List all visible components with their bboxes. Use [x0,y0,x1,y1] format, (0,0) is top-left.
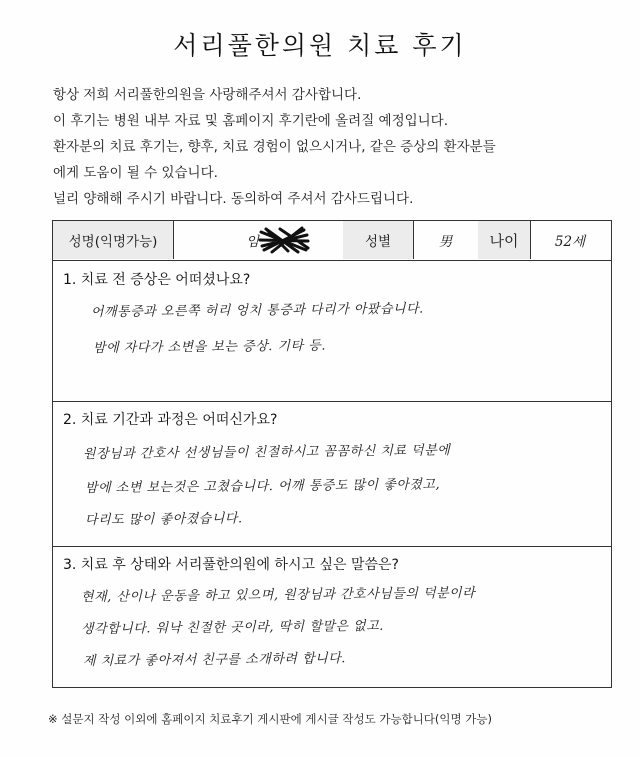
age-value: 52세 [554,234,586,250]
redaction-scribble [258,226,310,254]
question-1: 1. 치료 전 증상은 어떠셨나요? [63,272,251,288]
question-section-2 [53,401,611,546]
name-label: 성명(익명가능) [53,221,173,259]
question-section-3 [53,546,611,688]
intro-text [53,82,623,212]
name-value: 임 [245,234,259,250]
age-label: 나이 [478,221,530,259]
patient-info-row [53,221,611,261]
intro-line: 이 후기는 병원 내부 자료 및 홈페이지 후기란에 올려질 예정입니다. [53,113,449,129]
answer-line: 현재, 산이나 운동을 하고 있으며, 원장님과 간호사님들의 덕분이라 [80,585,476,605]
document-title: 서리풀한의원 치료 후기 [173,31,467,60]
answer-line: 밤에 자다가 소변을 보는 증상. 기타 등. [92,338,327,356]
gender-label: 성별 [343,221,413,259]
answer-line: 다리도 많이 좋아졌습니다. [84,511,243,528]
question-2: 2. 치료 기간과 과정은 어떠신가요? [63,412,278,428]
gender-value: 男 [438,234,453,250]
intro-line: 널리 양해해 주시기 바랍니다. 동의하여 주셔서 감사드립니다. [53,191,414,207]
intro-line: 에게 도움이 될 수 있습니다. [53,165,218,181]
intro-line: 항상 저희 서리풀한의원을 사랑해주셔서 감사합니다. [53,87,362,103]
question-3: 3. 치료 후 상태와 서리풀한의원에 하시고 싶은 말씀은? [63,557,399,573]
answer-line: 어깨통증과 오른쪽 허리 엉치 통증과 다리가 아팠습니다. [90,301,424,320]
answer-line: 밤에 소변 보는것은 고쳤습니다. 어깨 통증도 많이 좋아졌고, [84,477,441,496]
question-section-1 [53,261,611,401]
answer-line: 제 치료가 좋아져서 친구를 소개하려 합니다. [82,651,346,669]
intro-line: 환자분의 치료 후기는, 향후, 치료 경험이 없으시거나, 같은 증상의 환자분들 [53,139,496,155]
review-form [52,220,612,688]
answer-line: 원장님과 간호사 선생님들이 친절하시고 꼼꼼하신 치료 덕분에 [82,443,451,462]
answer-line: 생각합니다. 워낙 친절한 곳이라, 딱히 할말은 없고. [80,618,384,637]
footnote: ※ 설문지 작성 이외에 홈페이지 치료후기 게시판에 게시글 작성도 가능합니다(익명 가능) [48,712,492,726]
